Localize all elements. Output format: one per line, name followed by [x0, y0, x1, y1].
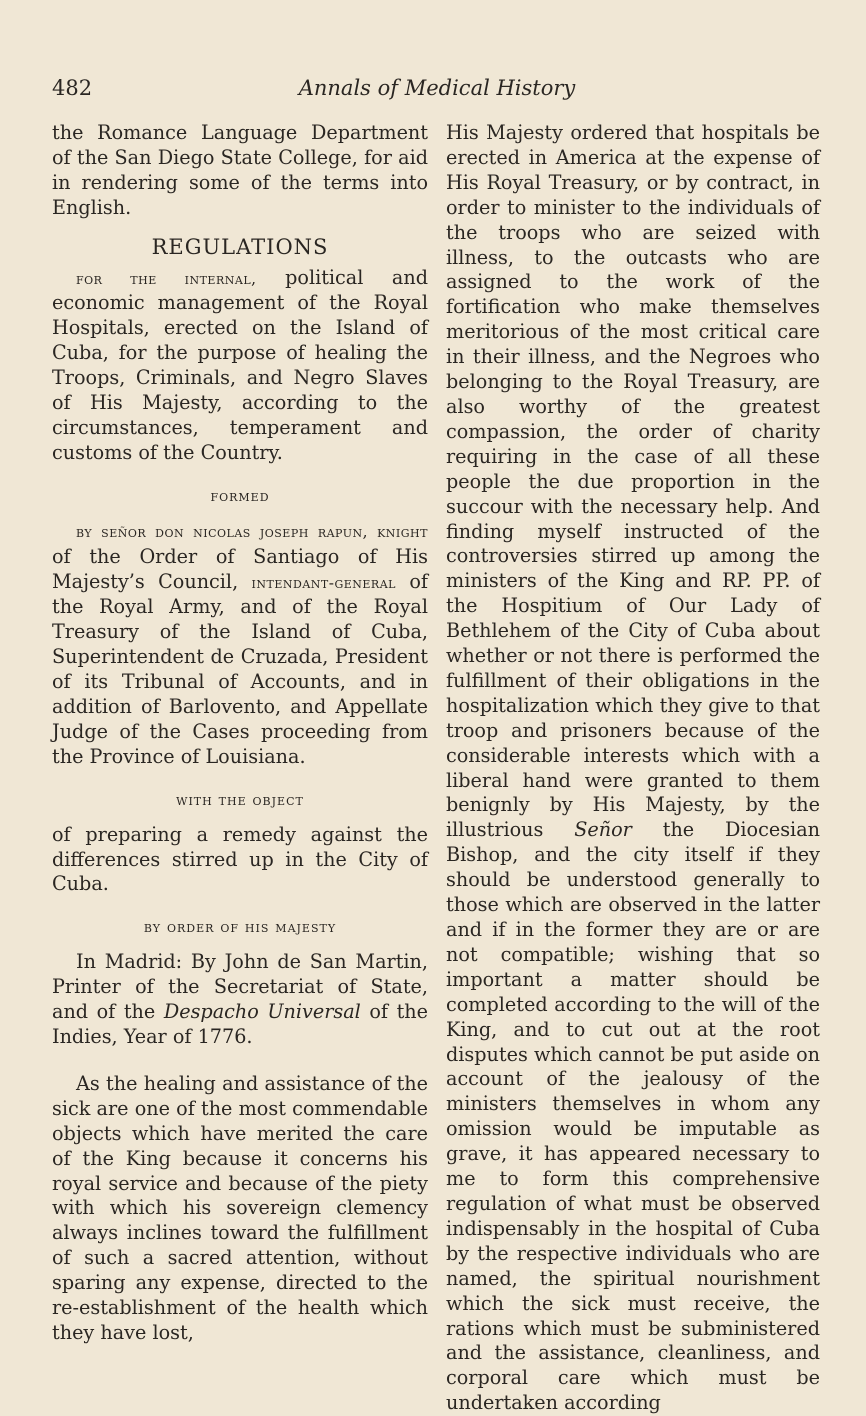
running-header — [52, 76, 822, 106]
author-small-caps-2: intendant-general — [251, 573, 396, 592]
author-small-caps: by señor don nicolas joseph rapun, knight — [76, 522, 428, 541]
right-text-1: His Majesty ordered that hospitals be erected in America at the expense of His Royal Treasury, or by contract, in order to minister to the individuals of the troops who are seized with illness, to the outcasts who are assigned to the work of the fortification who make themselves meritorious of the most critical care in their illness, and the Negroes who belonging to the Royal Treasury, are also worthy of the greatest compassion, the order of charity requiring in the case of all these people the due proportion in the succour with the necessary help. And finding myself instructed of the controversies stirred up among the ministers of the King and RP. PP. of the Hospitium of Our Lady of Bethlehem of the City of Cuba about whether or not there is performed the fulfillment of their obligations in the hospitalization which they give to that troop and prisoners because of the considerable interests which with a liberal hand were granted to them benignly by His Majesty, by the illustrious — [446, 121, 820, 842]
madrid-paragraph — [52, 950, 428, 1050]
madrid-text-2: of the Indies, Year of 1776. — [52, 1000, 428, 1048]
formed-label: formed — [210, 486, 270, 505]
author-text-2: of the Royal Army, and of the Royal Treasury of the Island of Cuba, Superintendent de Cruzada, President of its Tribunal of Accounts, and in addition of Barlovento, and Appellate Judge of the Cases proceeding from the Province of Louisiana. — [52, 569, 428, 768]
title-small-caps: for the internal, — [76, 269, 257, 288]
right-column — [446, 121, 820, 1416]
page-number: 482 — [52, 76, 93, 100]
intro-paragraph: the Romance Language Department of the San Diego State College, for aid in rendering some of the terms into English. — [52, 121, 428, 219]
body-paragraph-left: As the healing and assistance of the sick are one of the most commendable objects which have merited the care of the King because it concerns his royal service and because of the piety with which his sovereign clemency always inclines toward the fulfillment of such a sacred attention, without sparing any expense, directed to the re-establishment of the health which they have lost, — [52, 1071, 428, 1344]
author-paragraph — [52, 519, 428, 770]
right-text-2: the Diocesian Bishop, and the city itself if they should be understood generally to those which are observed in the latter and if in the former they are or are not compatible; wishing that so important a matter should be completed according to the will of the King, and to cut out at the root disputes which cannot be put aside on account of the jealousy of the ministers themselves in whom any omission would be imputable as grave, it has appeared necessary to me to form this comprehensive regulation of what must be observed indispensably in the hospital of Cuba by the respective individuals who are named, the spiritual nourishment which the sick must receive, the rations which must be subministered and the assistance, cleanliness, and corporal care which must be undertaken according — [446, 818, 820, 1415]
with-object-label: with the object — [176, 790, 304, 809]
title-paragraph — [52, 266, 428, 466]
left-column — [52, 121, 428, 1346]
body-paragraph-right — [446, 121, 820, 1416]
senor-italic: Señor — [574, 818, 632, 842]
author-text-1: of the Order of Santiago of His Majesty’s Council, — [52, 544, 428, 593]
title-text: political and economic management of the Royal Hospitals, erected on the Island of Cuba, for the purpose of healing the Troops, Criminals, and Negro Slaves of His Majesty, according to the circumstances, temperament and customs of the Country. — [52, 265, 429, 464]
despacho-italic: Despacho Universal — [163, 1000, 361, 1024]
by-order-label: by order of his majesty — [143, 918, 337, 937]
madrid-text-1: In Madrid: By John de San Martin, Printer of the Secretariat of State, and of the — [52, 950, 428, 1024]
running-title: Annals of Medical History — [298, 76, 576, 100]
object-paragraph: of preparing a remedy against the differences stirred up in the City of Cuba. — [52, 822, 428, 896]
regulations-heading: REGULATIONS — [151, 234, 329, 259]
